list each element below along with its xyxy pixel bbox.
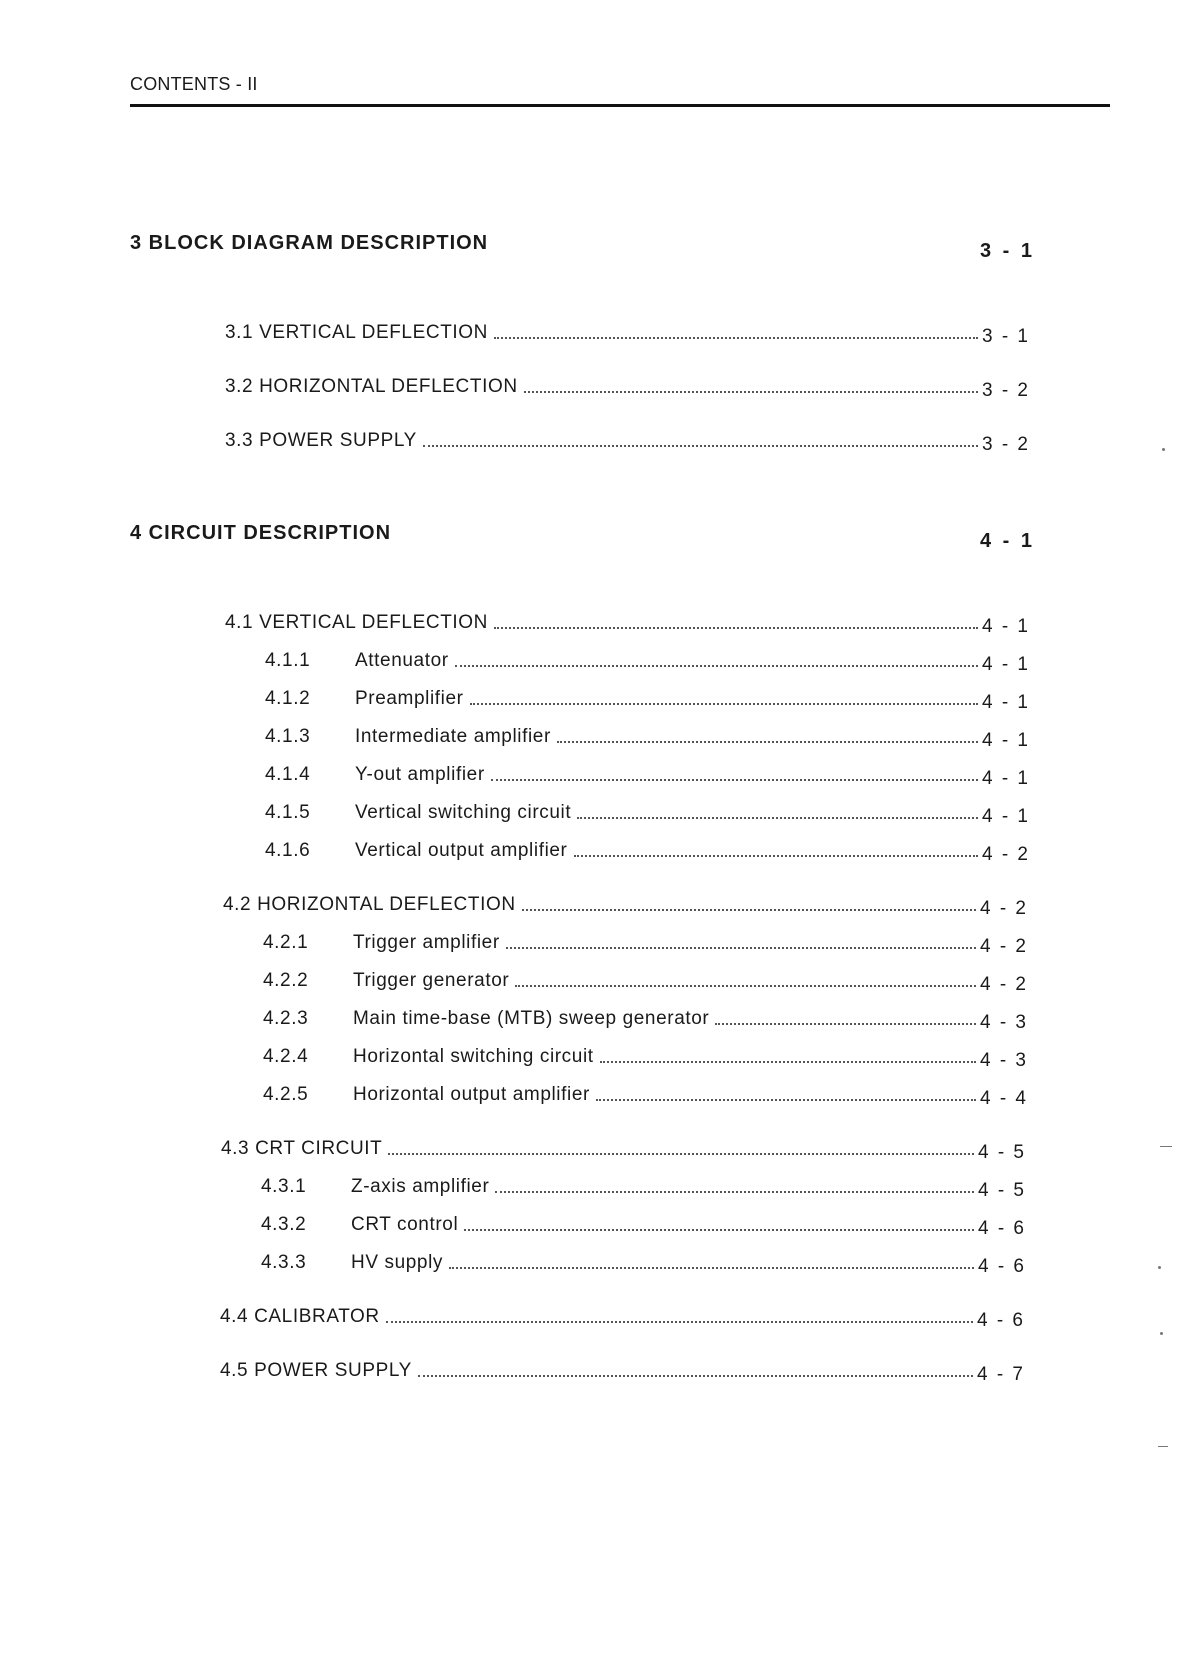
- toc-subsection-label: HV supply: [351, 1252, 443, 1273]
- toc-subsection-label: Preamplifier: [355, 688, 464, 709]
- toc-subsection[interactable]: [265, 684, 1030, 713]
- toc-page-number: 4 - 6: [977, 1218, 1026, 1239]
- chapter-title: 3 BLOCK DIAGRAM DESCRIPTION: [130, 232, 489, 254]
- toc-page-number: 4 - 6: [976, 1310, 1025, 1331]
- toc-section[interactable]: [225, 372, 1030, 401]
- toc-subsection[interactable]: [261, 1172, 1026, 1201]
- toc-subsection-label: Y-out amplifier: [355, 764, 485, 785]
- toc-page-number: 4 - 2: [979, 936, 1028, 957]
- toc-section[interactable]: [220, 1302, 1025, 1331]
- dot-leader: [418, 1373, 973, 1377]
- dot-leader: [388, 1151, 974, 1155]
- chapter-page: 4 - 1: [979, 530, 1035, 552]
- toc-subsection-number: 4.3.1: [261, 1176, 307, 1197]
- toc-page-number: 4 - 2: [979, 898, 1028, 919]
- toc-page-number: 4 - 6: [977, 1256, 1026, 1277]
- dot-leader: [494, 335, 978, 339]
- toc-subsection-number: 4.2.1: [263, 932, 309, 953]
- toc-subsection[interactable]: [263, 928, 1028, 957]
- toc-page-number: 4 - 1: [981, 730, 1030, 751]
- toc-subsection[interactable]: [265, 646, 1030, 675]
- toc-subsection-label: Horizontal output amplifier: [353, 1084, 590, 1105]
- toc-subsection[interactable]: [265, 760, 1030, 789]
- chapter-heading[interactable]: [130, 232, 1035, 262]
- toc-section-label: 4.5 POWER SUPPLY: [220, 1360, 412, 1381]
- toc-section[interactable]: [223, 890, 1028, 919]
- toc-subsection[interactable]: [261, 1210, 1026, 1239]
- dot-leader: [574, 853, 978, 857]
- dot-leader: [506, 945, 976, 949]
- dot-leader: [596, 1097, 976, 1101]
- toc-section-label: 4.2 HORIZONTAL DEFLECTION: [223, 894, 516, 915]
- chapter-title: 4 CIRCUIT DESCRIPTION: [130, 522, 392, 544]
- toc-page-number: 4 - 2: [979, 974, 1028, 995]
- dot-leader: [524, 389, 978, 393]
- toc-section-label: 3.3 POWER SUPPLY: [225, 430, 417, 451]
- dot-leader: [715, 1021, 976, 1025]
- toc-page-number: 4 - 1: [981, 768, 1030, 789]
- toc-subsection-label: Intermediate amplifier: [355, 726, 551, 747]
- toc-subsection-number: 4.2.3: [263, 1008, 309, 1029]
- toc-section-label: 3.1 VERTICAL DEFLECTION: [225, 322, 488, 343]
- toc-subsection-number: 4.1.2: [265, 688, 311, 709]
- dot-leader: [464, 1227, 974, 1231]
- toc-page-number: 4 - 4: [979, 1088, 1028, 1109]
- chapter-heading[interactable]: [130, 522, 1035, 552]
- toc-subsection[interactable]: [265, 798, 1030, 827]
- toc-page-number: 4 - 3: [979, 1050, 1028, 1071]
- dot-leader: [386, 1319, 973, 1323]
- toc-subsection-label: Vertical switching circuit: [355, 802, 572, 823]
- toc-page-number: 4 - 1: [981, 692, 1030, 713]
- toc-subsection[interactable]: [263, 1004, 1028, 1033]
- toc-page-number: 4 - 1: [981, 616, 1030, 637]
- scan-speck: [1162, 448, 1165, 451]
- toc-page-number: 4 - 5: [977, 1180, 1026, 1201]
- dot-leader: [495, 1189, 974, 1193]
- toc-subsection-label: CRT control: [351, 1214, 459, 1235]
- toc-subsection[interactable]: [261, 1248, 1026, 1277]
- chapter-page: 3 - 1: [979, 240, 1035, 262]
- page-header-title: CONTENTS - II: [130, 74, 258, 94]
- toc-section[interactable]: [220, 1356, 1025, 1385]
- toc-page-number: 3 - 2: [981, 380, 1030, 401]
- dot-leader: [515, 983, 976, 987]
- toc-section-label: 4.1 VERTICAL DEFLECTION: [225, 612, 488, 633]
- toc-subsection-label: Horizontal switching circuit: [353, 1046, 594, 1067]
- toc-subsection-number: 4.2.5: [263, 1084, 309, 1105]
- toc-subsection-number: 4.1.5: [265, 802, 311, 823]
- toc-subsection-label: Trigger amplifier: [353, 932, 500, 953]
- toc-section-label: 3.2 HORIZONTAL DEFLECTION: [225, 376, 518, 397]
- toc-subsection-label: Main time-base (MTB) sweep generator: [353, 1008, 710, 1029]
- toc-subsection[interactable]: [265, 722, 1030, 751]
- dot-leader: [455, 663, 978, 667]
- toc-subsection-number: 4.1.1: [265, 650, 311, 671]
- toc-subsection[interactable]: [265, 836, 1030, 865]
- toc-subsection-label: Attenuator: [355, 650, 449, 671]
- dot-leader: [423, 443, 978, 447]
- toc-page-number: 4 - 1: [981, 654, 1030, 675]
- toc-subsection[interactable]: [263, 966, 1028, 995]
- dot-leader: [600, 1059, 976, 1063]
- toc-section-label: 4.4 CALIBRATOR: [220, 1306, 380, 1327]
- toc-subsection-number: 4.3.3: [261, 1252, 307, 1273]
- toc-subsection-number: 4.2.2: [263, 970, 309, 991]
- toc-subsection-number: 4.1.6: [265, 840, 311, 861]
- dot-leader: [449, 1265, 974, 1269]
- toc-section[interactable]: [225, 608, 1030, 637]
- toc-subsection[interactable]: [263, 1042, 1028, 1071]
- toc-subsection-number: 4.2.4: [263, 1046, 309, 1067]
- dot-leader: [557, 739, 978, 743]
- toc-subsection-label: Trigger generator: [353, 970, 510, 991]
- toc-subsection-label: Vertical output amplifier: [355, 840, 568, 861]
- toc-section[interactable]: [225, 426, 1030, 455]
- dot-leader: [577, 815, 978, 819]
- toc-page-number: 3 - 2: [981, 434, 1030, 455]
- dot-leader: [470, 701, 978, 705]
- dot-leader: [522, 907, 976, 911]
- toc-subsection[interactable]: [263, 1080, 1028, 1109]
- page-header: [130, 74, 1110, 107]
- toc-page-number: 4 - 2: [981, 844, 1030, 865]
- scan-speck: [1158, 1266, 1161, 1269]
- toc-subsection-number: 4.1.3: [265, 726, 311, 747]
- toc-section[interactable]: [221, 1134, 1026, 1163]
- scan-speck: [1160, 1146, 1172, 1147]
- toc-subsection-number: 4.3.2: [261, 1214, 307, 1235]
- toc-section-label: 4.3 CRT CIRCUIT: [221, 1138, 383, 1159]
- toc-page-number: 4 - 5: [977, 1142, 1026, 1163]
- toc-section[interactable]: [225, 318, 1030, 347]
- toc-page-number: 4 - 7: [976, 1364, 1025, 1385]
- scan-speck: [1160, 1332, 1163, 1335]
- toc-subsection-number: 4.1.4: [265, 764, 311, 785]
- toc-page-number: 3 - 1: [981, 326, 1030, 347]
- dot-leader: [494, 625, 978, 629]
- toc-page-number: 4 - 3: [979, 1012, 1028, 1033]
- toc-page-number: 4 - 1: [981, 806, 1030, 827]
- dot-leader: [491, 777, 978, 781]
- toc-subsection-label: Z-axis amplifier: [351, 1176, 490, 1197]
- scan-speck: [1158, 1446, 1168, 1447]
